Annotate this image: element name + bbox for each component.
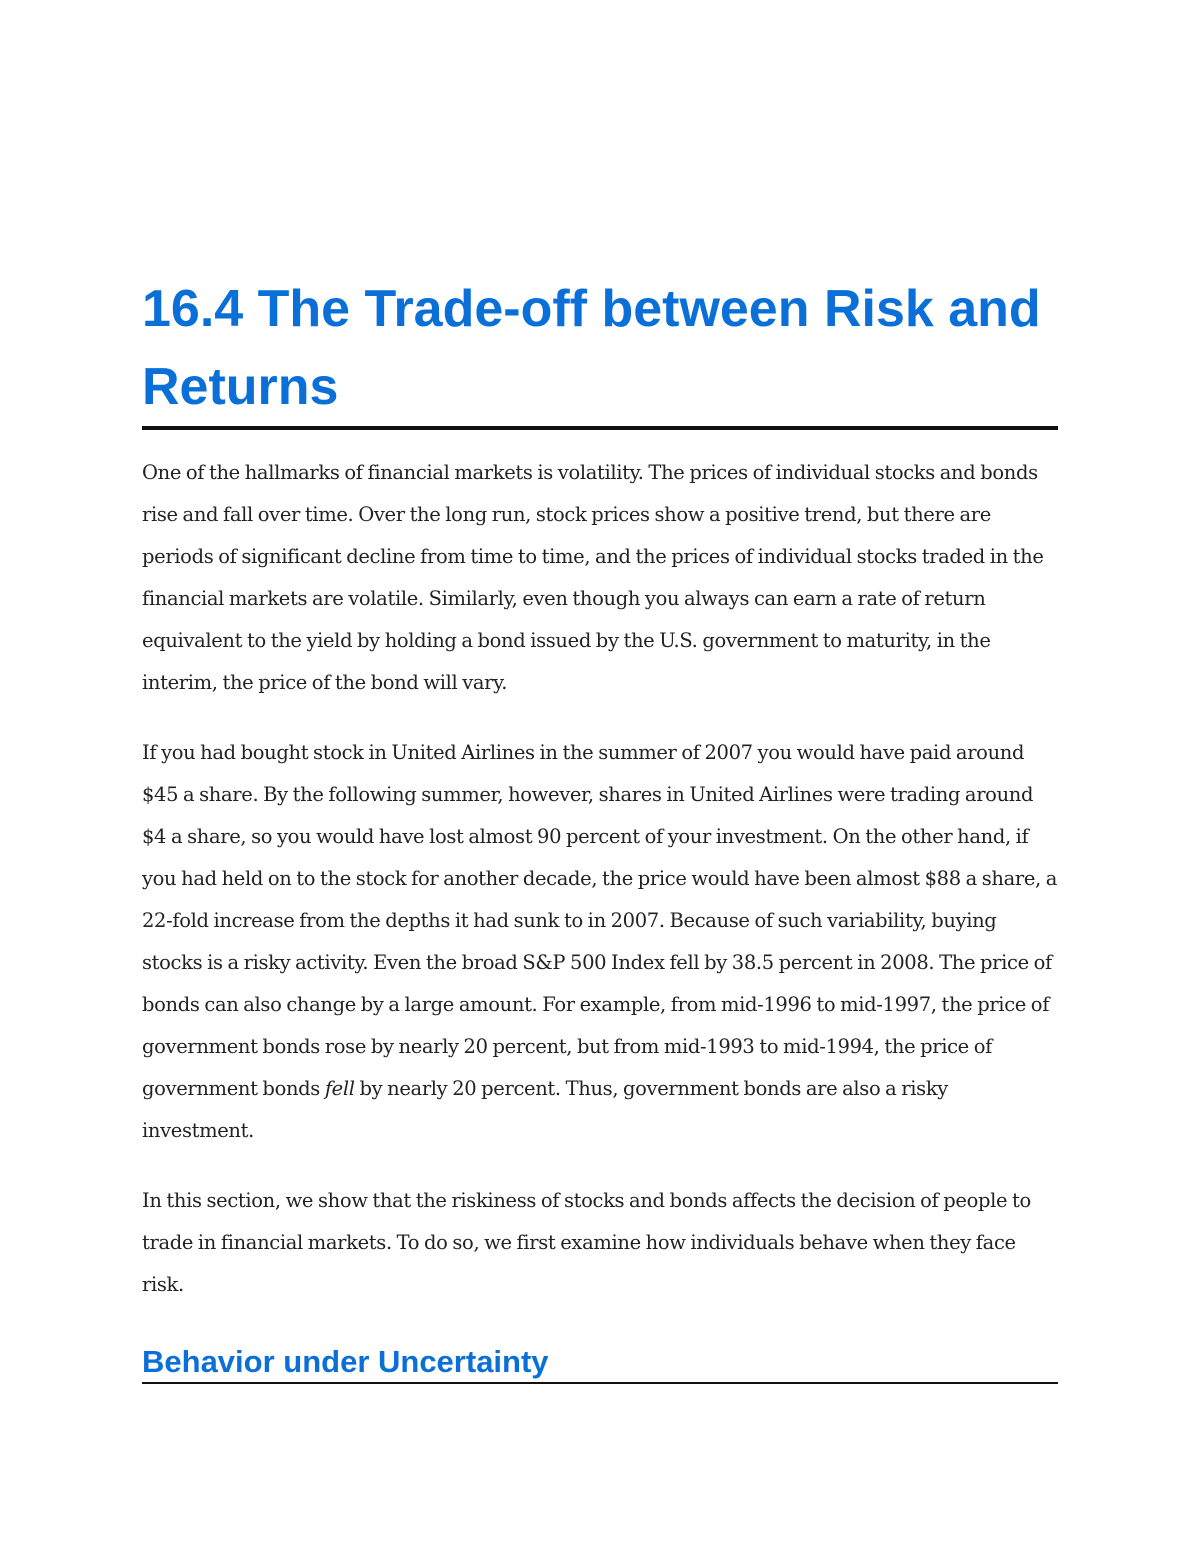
- paragraph-section-intro: In this section, we show that the riskiness of stocks and bonds affects the decision of people to trade in financial markets. To do so, we first examine how individuals behave when they face risk.: [142, 1189, 1031, 1296]
- paragraph-text: If you had bought stock in United Airlines in the summer of 2007 you would have paid around $45 a share. By the following summer, however, shares in United Airlines were trading around $4 a share, so you would have lost almost 90 percent of your investment. On the other hand, if you had held on to the stock for another decade, the price would have been almost $88 a share, a 22-fold increase from the depths it had sunk to in 2007. Because of such variability, buying stocks is a risky activity. Even the broad S&P 500 Index fell by 38.5 percent in 2008. The price of bonds can also change by a large amount. For example, from mid-1996 to mid-1997, the price of government bonds rose by nearly 20 percent, but from mid-1993 to mid-1994, the price of government bonds: [142, 741, 1058, 1100]
- subsection-title-rule: [142, 1382, 1058, 1384]
- section-title: 16.4 The Trade-off between Risk and Returns: [142, 280, 1041, 416]
- paragraph-volatility: One of the hallmarks of financial markets is volatility. The prices of individual stocks and bonds rise and fall over time. Over the long run, stock prices show a positive trend, but there are periods of significant decline from time to time, and the prices of individual stocks traded in the financial markets are volatile. Similarly, even though you always can earn a rate of return equivalent to the yield by holding a bond issued by the U.S. government to maturity, in the interim, the price of the bond will vary.: [142, 461, 1044, 694]
- emphasis-fell: fell: [324, 1077, 355, 1100]
- subsection-title: Behavior under Uncertainty: [142, 1344, 549, 1379]
- paragraph-united-airlines: [142, 732, 1058, 1152]
- section-title-rule: [142, 426, 1058, 430]
- paragraph-text: by nearly 20 percent. Thus, government bonds are also a risky investment.: [142, 1077, 948, 1142]
- document-page: [142, 270, 1058, 1384]
